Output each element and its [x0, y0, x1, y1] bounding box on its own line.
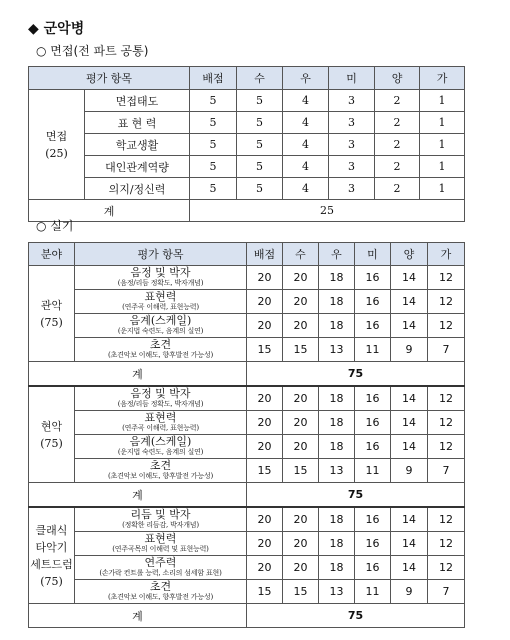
item-main: 음계(스케일) [129, 313, 192, 327]
score-cell: 7 [428, 580, 465, 604]
header-cell: 미 [329, 67, 375, 90]
score-cell: 1 [420, 90, 465, 112]
header-cell: 분야 [29, 243, 75, 266]
score-cell: 5 [190, 112, 237, 134]
header-cell: 평가 항목 [29, 67, 190, 90]
item-sub: (연주곡 이해력, 표현능력) [122, 423, 199, 432]
table-row [29, 134, 465, 156]
score-cell: 14 [391, 290, 428, 314]
score-cell: 20 [283, 290, 319, 314]
item-sub: (음정/리듬 정확도, 박자개념) [117, 399, 204, 408]
item-main: 초견 [149, 579, 172, 593]
score-cell: 15 [283, 338, 319, 362]
score-cell: 18 [319, 556, 355, 580]
total-value-cell: 75 [247, 604, 465, 628]
score-cell: 5 [237, 178, 283, 200]
total-row [29, 200, 465, 222]
score-cell: 12 [428, 386, 465, 411]
group-label: 세트드럼 [30, 557, 73, 571]
score-cell: 20 [283, 411, 319, 435]
group-label: 클래식 [35, 523, 68, 537]
score-cell: 14 [391, 556, 428, 580]
score-cell: 12 [428, 290, 465, 314]
score-cell: 18 [319, 411, 355, 435]
table-row [29, 556, 465, 580]
item-cell [75, 338, 247, 362]
score-cell: 15 [247, 338, 283, 362]
interview-table [28, 66, 465, 222]
score-cell: 20 [283, 386, 319, 411]
score-cell: 9 [391, 459, 428, 483]
item-main: 초견 [149, 337, 172, 351]
score-cell: 20 [283, 507, 319, 532]
total-label-cell: 계 [29, 483, 247, 508]
score-cell: 18 [319, 435, 355, 459]
score-cell: 3 [329, 112, 375, 134]
score-cell: 7 [428, 338, 465, 362]
header-cell: 수 [237, 67, 283, 90]
group-label-cell [29, 507, 75, 604]
header-cell: 수 [283, 243, 319, 266]
score-cell: 5 [190, 90, 237, 112]
score-cell: 4 [283, 134, 329, 156]
item-cell [75, 386, 247, 411]
item-sub: (연주곡 이해력, 표현능력) [122, 302, 199, 311]
score-cell: 3 [329, 156, 375, 178]
score-cell: 12 [428, 532, 465, 556]
score-cell: 14 [391, 314, 428, 338]
score-cell: 3 [329, 178, 375, 200]
item-sub: (음정/리듬 정확도, 박자개념) [117, 278, 204, 287]
group-label: (75) [40, 315, 63, 329]
score-cell: 2 [375, 90, 420, 112]
score-cell: 20 [247, 386, 283, 411]
score-cell: 2 [375, 178, 420, 200]
score-cell: 20 [247, 532, 283, 556]
practical-table [28, 242, 465, 628]
item-sub: (정확한 리듬감, 박자개념) [122, 520, 199, 529]
header-cell: 양 [375, 67, 420, 90]
score-cell: 15 [247, 580, 283, 604]
score-cell: 20 [247, 266, 283, 290]
total-row [29, 483, 465, 508]
item-cell: 대인관계역량 [85, 156, 190, 178]
header-cell: 배점 [247, 243, 283, 266]
score-cell: 15 [247, 459, 283, 483]
total-row [29, 362, 465, 387]
table-row [29, 580, 465, 604]
item-main: 표현력 [144, 531, 177, 545]
table-row [29, 90, 465, 112]
score-cell: 20 [247, 556, 283, 580]
score-cell: 20 [247, 314, 283, 338]
table-row [29, 507, 465, 532]
header-cell: 양 [391, 243, 428, 266]
group-label: (75) [40, 574, 63, 588]
score-cell: 16 [355, 532, 391, 556]
table-row [29, 459, 465, 483]
total-value-cell: 75 [247, 362, 465, 387]
group-label: 관악 [40, 298, 63, 312]
table-row [29, 314, 465, 338]
score-cell: 14 [391, 532, 428, 556]
score-cell: 7 [428, 459, 465, 483]
item-sub: (운지법 숙련도, 음계의 실연) [117, 326, 204, 335]
score-cell: 4 [283, 90, 329, 112]
item-sub: (초견악보 이해도, 향후발전 가능성) [107, 471, 214, 480]
score-cell: 20 [283, 314, 319, 338]
item-cell: 학교생활 [85, 134, 190, 156]
item-cell [75, 507, 247, 532]
score-cell: 18 [319, 507, 355, 532]
total-label-cell: 계 [29, 200, 190, 222]
page-title: ◆ 군악병 [28, 21, 85, 37]
score-cell: 18 [319, 290, 355, 314]
score-cell: 3 [329, 134, 375, 156]
item-main: 연주력 [144, 555, 177, 569]
score-cell: 12 [428, 507, 465, 532]
item-cell [75, 411, 247, 435]
score-cell: 13 [319, 459, 355, 483]
item-main: 음계(스케일) [129, 434, 192, 448]
score-cell: 16 [355, 556, 391, 580]
item-cell [75, 580, 247, 604]
item-sub: (초견악보 이해도, 향후발전 가능성) [107, 350, 214, 359]
item-sub: (손가락 컨트롤 능력, 소리의 섬세함 표현) [99, 568, 222, 577]
score-cell: 14 [391, 386, 428, 411]
score-cell: 20 [247, 411, 283, 435]
item-cell [75, 266, 247, 290]
interview-header-row [29, 67, 465, 90]
score-cell: 14 [391, 266, 428, 290]
item-main: 리듬 및 박자 [130, 507, 191, 521]
score-cell: 20 [247, 435, 283, 459]
total-label-cell: 계 [29, 604, 247, 628]
table-row [29, 338, 465, 362]
score-cell: 5 [190, 156, 237, 178]
header-cell: 우 [319, 243, 355, 266]
score-cell: 16 [355, 290, 391, 314]
header-cell: 가 [420, 67, 465, 90]
score-cell: 16 [355, 435, 391, 459]
score-cell: 11 [355, 580, 391, 604]
item-main: 초견 [149, 458, 172, 472]
group-score: (25) [45, 146, 68, 160]
score-cell: 12 [428, 314, 465, 338]
table-row [29, 435, 465, 459]
header-cell: 평가 항목 [75, 243, 247, 266]
group-label-cell [29, 266, 75, 362]
score-cell: 9 [391, 338, 428, 362]
score-cell: 1 [420, 156, 465, 178]
score-cell: 20 [247, 507, 283, 532]
table-row [29, 532, 465, 556]
score-cell: 12 [428, 556, 465, 580]
item-cell [75, 532, 247, 556]
table-row [29, 290, 465, 314]
score-cell: 2 [375, 112, 420, 134]
score-cell: 1 [420, 178, 465, 200]
score-cell: 5 [190, 134, 237, 156]
header-cell: 우 [283, 67, 329, 90]
score-cell: 18 [319, 386, 355, 411]
score-cell: 14 [391, 435, 428, 459]
score-cell: 16 [355, 314, 391, 338]
interview-heading: ○ 면접(전 파트 공통) [36, 44, 149, 58]
item-cell [75, 290, 247, 314]
practical-header-row [29, 243, 465, 266]
score-cell: 3 [329, 90, 375, 112]
score-cell: 4 [283, 156, 329, 178]
header-cell: 미 [355, 243, 391, 266]
table-row [29, 266, 465, 290]
item-main: 음정 및 박자 [130, 386, 191, 400]
score-cell: 5 [237, 90, 283, 112]
item-cell [75, 459, 247, 483]
score-cell: 13 [319, 338, 355, 362]
group-label-cell [29, 386, 75, 483]
score-cell: 15 [283, 459, 319, 483]
table-row [29, 112, 465, 134]
score-cell: 13 [319, 580, 355, 604]
total-row [29, 604, 465, 628]
item-main: 음정 및 박자 [130, 265, 191, 279]
item-cell [75, 314, 247, 338]
score-cell: 20 [283, 532, 319, 556]
score-cell: 18 [319, 266, 355, 290]
score-cell: 16 [355, 411, 391, 435]
table-row [29, 386, 465, 411]
score-cell: 16 [355, 386, 391, 411]
score-cell: 20 [283, 435, 319, 459]
item-main: 표현력 [144, 289, 177, 303]
item-cell [75, 556, 247, 580]
header-cell: 배점 [190, 67, 237, 90]
score-cell: 18 [319, 532, 355, 556]
score-cell: 20 [247, 290, 283, 314]
score-cell: 20 [283, 556, 319, 580]
score-cell: 18 [319, 314, 355, 338]
score-cell: 1 [420, 112, 465, 134]
score-cell: 5 [190, 178, 237, 200]
header-cell: 가 [428, 243, 465, 266]
item-sub: (연주곡목의 이해력 및 표현능력) [112, 544, 209, 553]
score-cell: 9 [391, 580, 428, 604]
score-cell: 12 [428, 411, 465, 435]
group-label: 현악 [40, 419, 63, 433]
score-cell: 20 [283, 266, 319, 290]
score-cell: 12 [428, 266, 465, 290]
score-cell: 2 [375, 156, 420, 178]
score-cell: 11 [355, 459, 391, 483]
group-label: (75) [40, 436, 63, 450]
table-row [29, 411, 465, 435]
score-cell: 14 [391, 411, 428, 435]
score-cell: 2 [375, 134, 420, 156]
score-cell: 11 [355, 338, 391, 362]
score-cell: 14 [391, 507, 428, 532]
score-cell: 1 [420, 134, 465, 156]
table-row [29, 156, 465, 178]
score-cell: 4 [283, 112, 329, 134]
score-cell: 5 [237, 156, 283, 178]
score-cell: 16 [355, 507, 391, 532]
score-cell: 16 [355, 266, 391, 290]
item-sub: (초견악보 이해도, 향후발전 가능성) [107, 592, 214, 601]
item-sub: (운지법 숙련도, 음계의 실연) [117, 447, 204, 456]
score-cell: 5 [237, 134, 283, 156]
group-label: 면접 [45, 129, 68, 143]
table-row [29, 178, 465, 200]
group-label: 타악기 [35, 540, 68, 554]
group-label-cell [29, 90, 85, 200]
total-label-cell: 계 [29, 362, 247, 387]
score-cell: 12 [428, 435, 465, 459]
score-cell: 5 [237, 112, 283, 134]
total-value-cell: 75 [247, 483, 465, 508]
score-cell: 15 [283, 580, 319, 604]
item-main: 표현력 [144, 410, 177, 424]
total-value-cell: 25 [190, 200, 465, 222]
item-cell [75, 435, 247, 459]
item-cell: 의지/정신력 [85, 178, 190, 200]
score-cell: 4 [283, 178, 329, 200]
item-cell: 면접태도 [85, 90, 190, 112]
item-cell: 표 현 력 [85, 112, 190, 134]
practical-heading: ○ 실기 [36, 219, 74, 233]
